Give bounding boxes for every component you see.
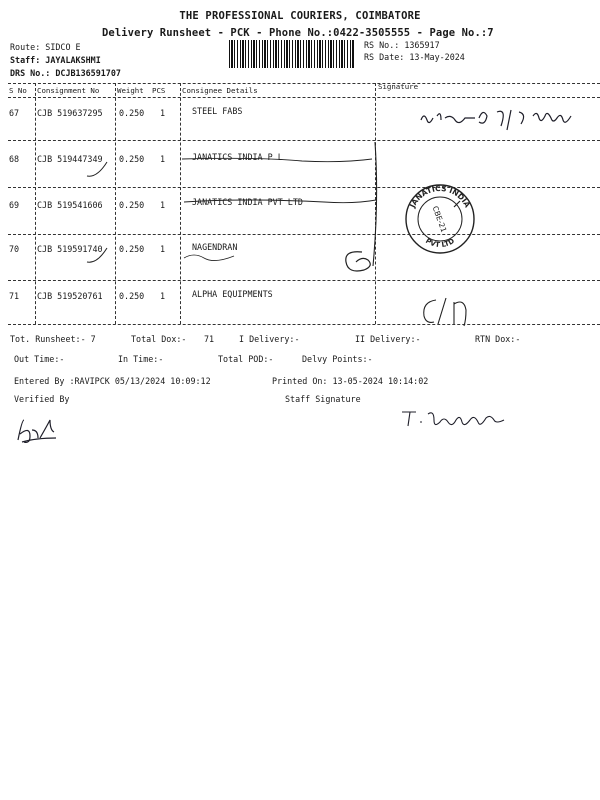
i-delivery: I Delivery:- (239, 334, 300, 344)
row-consignee: ALPHA EQUIPMENTS (192, 289, 273, 299)
tick-mark (85, 158, 115, 182)
header-consignment: Consignment No (37, 86, 100, 95)
row-consignment: CJB 519637295 (37, 108, 103, 118)
header-consignee: Consignee Details (182, 86, 258, 95)
row-weight: 0.250 (119, 108, 145, 118)
row-consignment: CJB 519591740 (37, 244, 103, 254)
handwritten-mark (340, 246, 380, 276)
total-dox-value: 71 (204, 334, 215, 344)
row-pcs: 1 (160, 244, 166, 254)
row-rule (8, 280, 600, 281)
row-weight: 0.250 (119, 200, 145, 210)
handwritten-initials (420, 294, 480, 328)
company-stamp (404, 183, 476, 255)
row-sno: 69 (9, 200, 20, 210)
row-pcs: 1 (160, 108, 166, 118)
total-runsheet: Tot. Runsheet:- 7 (10, 334, 96, 344)
pen-line (180, 151, 378, 171)
row-consignment: CJB 519541606 (37, 200, 103, 210)
row-consignee: JANATICS INDIA P L (192, 152, 283, 162)
table-bottom-rule (8, 324, 600, 325)
row-rule (8, 140, 600, 141)
header-pcs: PCS (152, 86, 166, 95)
entered-by: Entered By :RAVIPCK 05/13/2024 10:09:12 (14, 376, 211, 386)
total-pod: Total POD:- (218, 354, 274, 364)
barcode (229, 40, 355, 68)
column-rule (115, 83, 116, 324)
staff-label: Staff: JAYALAKSHMI (10, 55, 101, 65)
total-dox-label: Total Dox:- (131, 334, 187, 344)
row-pcs: 1 (160, 200, 166, 210)
verified-by: Verified By (14, 394, 70, 404)
drs-number: DRS No.: DCJB136591707 (10, 68, 121, 78)
stamp-center: CBE-21 (430, 204, 449, 234)
stamp-text-top: JANATICS INDIA (407, 183, 473, 210)
row-sno: 71 (9, 291, 20, 301)
staff-signature (398, 404, 528, 430)
row-consignment: CJB 519520761 (37, 291, 103, 301)
row-pcs: 1 (160, 291, 166, 301)
row-rule (8, 187, 600, 188)
rs-number: RS No.: 1365917 (364, 40, 440, 50)
staff-signature-label: Staff Signature (285, 394, 361, 404)
header-signature: Signature (378, 82, 419, 91)
row-pcs: 1 (160, 154, 166, 164)
row-consignee: NAGENDRAN (192, 242, 238, 252)
column-rule (35, 83, 36, 324)
handwritten-signature-row-67 (415, 98, 600, 138)
tick-mark (85, 244, 115, 268)
row-weight: 0.250 (119, 154, 145, 164)
out-time: Out Time:- (14, 354, 65, 364)
row-weight: 0.250 (119, 291, 145, 301)
runsheet-title: Delivery Runsheet - PCK - Phone No.:0422-3505555 - Page No.:7 (102, 27, 494, 39)
svg-text:PVT LTD (424, 237, 456, 249)
row-consignment: CJB 519447349 (37, 154, 103, 164)
in-time: In Time:- (118, 354, 164, 364)
row-weight: 0.250 (119, 244, 145, 254)
pen-mark (180, 248, 240, 268)
rtn-dox: RTN Dox:- (475, 334, 521, 344)
company-title: THE PROFESSIONAL COURIERS, COIMBATORE (179, 10, 421, 22)
row-rule (8, 234, 600, 235)
stamp-text-bottom: PVT LTD (424, 236, 456, 250)
verifier-signature (14, 412, 64, 448)
ii-delivery: II Delivery:- (355, 334, 421, 344)
row-sno: 67 (9, 108, 20, 118)
pen-line (180, 196, 380, 216)
row-consignee: JANATICS INDIA PVT LTD (192, 197, 303, 207)
printed-on: Printed On: 13-05-2024 10:14:02 (272, 376, 429, 386)
row-sno: 70 (9, 244, 20, 254)
table-top-rule (8, 83, 600, 84)
route-label: Route: SIDCO E (10, 42, 81, 52)
row-consignee: STEEL FABS (192, 106, 243, 116)
row-sno: 68 (9, 154, 20, 164)
header-sno: S No (9, 86, 27, 95)
header-weight: Weight (117, 86, 144, 95)
rs-date: RS Date: 13-May-2024 (364, 52, 465, 62)
delivery-points: Delvy Points:- (302, 354, 373, 364)
